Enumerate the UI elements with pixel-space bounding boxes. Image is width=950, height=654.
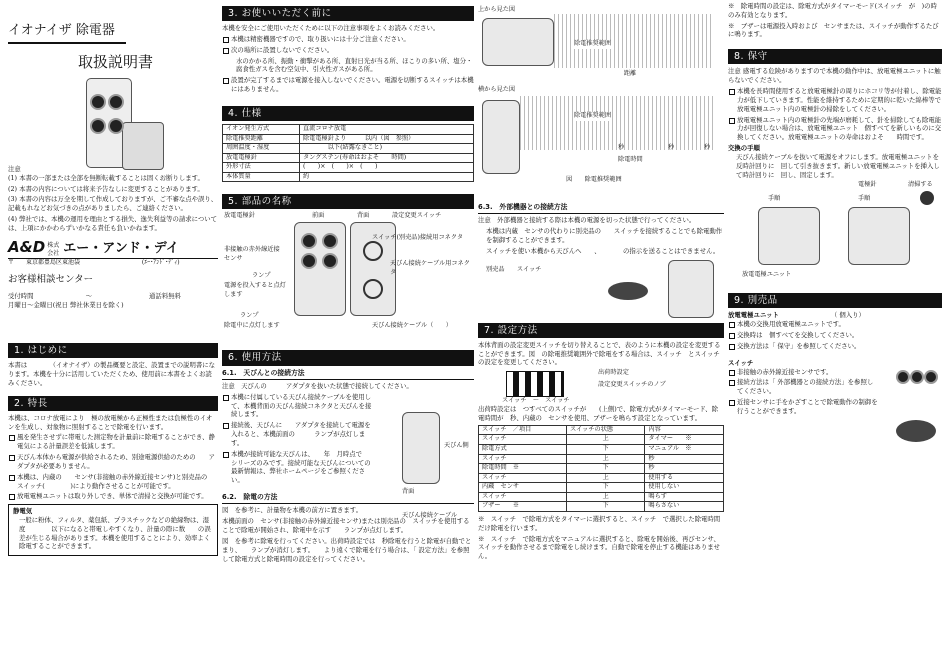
electrode-label: 放電電極針 — [224, 212, 255, 220]
table-row — [479, 435, 724, 445]
table-header: スイッチの状態 — [567, 425, 645, 435]
s3-bullet: 設置が完了するまでは電源を接入しないでください。電源を切断するスイッチは本機にはありません。 — [222, 76, 474, 94]
right-note: ※ ブザーは電源投入時および センサまたは、スイッチが動作するたびに鳴ります。 — [728, 21, 939, 39]
spec-key: 本体質量 — [223, 172, 300, 182]
company-name: エー・アンド・デイ — [63, 240, 179, 256]
manual-title: 取扱説明書 — [78, 52, 154, 71]
table-cell: タイマー ※ — [645, 435, 724, 445]
table-cell: ブザー ※ — [479, 502, 567, 512]
cable-caption: 天びん接続ケーブル — [402, 512, 458, 519]
time-1: 秒 — [618, 144, 625, 151]
table-row — [223, 172, 474, 182]
table-row — [223, 134, 474, 144]
s63-p1: 注意 外部機器と接続する際は本機の電源を切った状態で行ってください。 — [478, 216, 696, 225]
s6-sub2: 6.2. 除電の方法 — [222, 493, 474, 504]
section-5-heading: 5. 部品の名称 — [222, 194, 474, 209]
table-cell: スイッチ — [479, 454, 567, 464]
table-cell: 上 — [567, 473, 645, 483]
static-box — [8, 504, 218, 556]
side-view-label: 横から見た図 — [478, 86, 516, 93]
column-4 — [728, 0, 942, 654]
column-2 — [222, 0, 474, 654]
table-header: スイッチ ／項目 — [479, 425, 567, 435]
range-label-side: 除電推奨範囲 — [574, 112, 612, 119]
s6-p2c: 図 を参考に除電を行ってください。出荷時設定では 秒除電を行うと除電が自動でとまり、 ランプが消灯します。 より遠くで除電を行う場合は、「 設定方法」を参照して除電方式と除電時間の設定を行ってください。 — [222, 536, 472, 563]
spec-value: 約 — [300, 172, 474, 182]
table-row — [479, 502, 724, 512]
s63-sub: 6.3. 外部機器との接続方法 — [478, 203, 724, 214]
section-2-heading: 2. 特長 — [8, 396, 218, 411]
time-2: 秒 — [668, 144, 675, 151]
table-header: 内容 — [645, 425, 724, 435]
support-hours: 受付時間 — [8, 292, 34, 301]
s9-sw-bullet: 非接触の赤外線近接センサです。 — [728, 368, 878, 377]
s7-p2: 出荷時設定は つすべてのスイッチが (上側)で、除電方式がタイマーモード、除電時間が 秒、内蔵の センサを使用、ブザーを鳴らす設定となっています。 — [478, 405, 718, 423]
s3-intro: 本機を安全にご使用いただくために以下の注意事項をよくお読みください。 — [222, 24, 440, 33]
top-view-label: 上から見た図 — [478, 6, 516, 13]
spec-key: 放電電極針 — [223, 153, 300, 163]
table-cell: 上 — [567, 435, 645, 445]
spec-value: 以下(結露なきこと) — [300, 144, 474, 154]
table-cell: 使用しない — [645, 483, 724, 493]
s6-p2a: 図 を参考に、計量物を本機の前方に置きます。 — [222, 506, 363, 515]
company-name-small: 株式会社 — [47, 241, 60, 257]
dip-ship-label: 出荷時設定 — [598, 369, 629, 377]
notice-item: (1) 本書の一部または全部を無断転載することは固くお断りします。 — [8, 173, 204, 182]
front-device — [294, 222, 346, 316]
table-cell: 上 — [567, 454, 645, 464]
switch2-label: スイッチ(別売品)接続用コネクタ — [372, 234, 464, 242]
s2-bullet: 放電電極ユニットは取り外しでき、単体で清掃と交換が可能です。 — [8, 492, 218, 501]
section-9-heading: 9. 別売品 — [728, 293, 942, 308]
time-3: 秒 — [704, 144, 711, 151]
spec-key: 外形寸法 — [223, 163, 300, 173]
table-row — [223, 163, 474, 173]
notice-item: (2) 本書の内容については将来予告なしに変更することがあります。 — [8, 184, 204, 193]
section-4-heading: 4. 仕様 — [222, 106, 474, 121]
back-label: 背面 — [357, 212, 370, 220]
sensor-label: 非接触の赤外線近接センサ — [224, 246, 280, 262]
unit-qty: （ 個入り） — [830, 311, 865, 320]
s2-bullet: 本機は、内蔵の センサ(非接触の赤外線近接センサ)と別売品の スイッチ( )により動作させることが可能です。 — [8, 473, 218, 491]
s6-caution: 注意 天びんの アダプタを抜いた状態で接続してください。 — [222, 381, 413, 390]
s63-p3: スイッチを使い本機から天びんへ 、 の指示を送ることはできません。 — [486, 246, 720, 255]
column-1 — [8, 0, 221, 654]
step2-label: 手順 — [858, 195, 871, 203]
range-label-top: 除電推奨範囲 — [574, 40, 612, 47]
lamp1-desc: 電源を投入すると点灯します — [224, 282, 286, 298]
cable-connector-label: 天びん接続ケーブル用コネクタ — [390, 260, 470, 276]
lamp2-desc: 除電中に点灯します — [224, 322, 280, 330]
back-caption: 背面 — [402, 488, 415, 495]
company-kana: (ｴｰ･ｱﾝﾄﾞ･ﾃﾞｨ) — [141, 259, 180, 267]
section-1-heading: 1. はじめに — [8, 343, 218, 358]
device-illustration — [86, 78, 166, 170]
s63-p2: 本機は内蔵 センサの代わりに別売品の スイッチを接続することでも除電動作を制御することができます。 — [486, 227, 723, 245]
dip-switch-figure — [478, 369, 724, 405]
settings-table — [478, 425, 724, 512]
s9-unit-bullet: 本機の交換用放電電極ユニットです。 — [728, 320, 878, 329]
s7-note: ※ スイッチ で除電方式をマニュアルに選択すると、除電を開始後、再びセンサ、 スイッチを動作させるまで除電をし続けます。自動で除電を停止する機能はありません。 — [478, 534, 724, 561]
balance-connection-image — [382, 412, 472, 522]
s8-bullet: 放電電極ユニット内の電極針の先端が磨耗して、針を掃除しても除電能力が回復しない場合は、放電電極ユニット 個すべてを新しいものに交換してください。放電電極ユニットの寿命はおよそ 時間です。 — [728, 116, 942, 142]
figure-caption: 図 除電推奨範囲 — [566, 176, 622, 183]
table-cell: マニュアル ※ — [645, 445, 724, 455]
notice-block — [8, 165, 218, 310]
company-logo: A&D — [8, 237, 46, 256]
static-title: 静電気 — [13, 507, 33, 516]
s6-bullet: 接続後、天びんに アダプタを接続して電源を入れると、本機前面の ランプが点灯します。 — [222, 421, 372, 447]
distance-label: 距離 — [624, 70, 637, 77]
range-figure — [478, 0, 724, 200]
table-cell: スイッチ — [479, 473, 567, 483]
company-block — [8, 237, 218, 259]
table-cell: 秒 — [645, 454, 724, 464]
unit-title: 放電電極ユニット — [728, 311, 779, 320]
table-cell: スイッチ — [479, 492, 567, 502]
table-cell: 下 — [567, 483, 645, 493]
table-row — [479, 464, 724, 474]
s6-bullet: 本機に付属している天びん接続ケーブルを使用して、本機背面の天びん接続コネクタと天びんを接続します。 — [222, 393, 372, 419]
spec-value: タングステン(寿命はおよそ 時間) — [300, 153, 474, 163]
table-cell: 下 — [567, 464, 645, 474]
dip-knob-label: 設定変更スイッチのノブ — [598, 381, 666, 389]
table-row — [479, 445, 724, 455]
s1-body: 本書は （イオナイザ）の製品概要と設定、設置までの説明書になります。本機を十分に活用していただくため、使用前に本書をよくお読みください。 — [8, 361, 216, 387]
front-label: 前面 — [312, 212, 325, 220]
s2-bullet: 天びん本体から電源が供給されるため、別途電源供給のための アダプタが必要ありません。 — [8, 453, 218, 471]
table-cell: 内蔵 センサ — [479, 483, 567, 493]
s3-bullet: 本機は精密機器ですので、取り扱いには十分ご注意ください。 — [222, 35, 474, 44]
time-label: 除電時間 — [618, 156, 643, 163]
spec-table — [222, 124, 474, 182]
lamp2-label: ランプ — [240, 312, 259, 320]
section-6-heading: 6. 使用方法 — [222, 350, 474, 365]
s8-bullet: 本機を長時間使用すると放電電極針の周りにホコリ等が付着し、除電能力が低下していきます。性能を維持するために定期的に乾いた綿棒等で放電電極ユニット内の電極針の掃除をしてください。 — [728, 87, 942, 113]
product-title: イオナイザ 除電器 — [8, 22, 126, 44]
lamp1-label: ランプ — [252, 272, 271, 280]
support-free: 通話料無料 — [149, 292, 181, 301]
section-3-heading: 3. お使いいただく前に — [222, 6, 474, 21]
table-cell: 除電方式 — [479, 445, 567, 455]
s7-intro: 本体背面の設定変更スイッチを切り替えることで、表のように本機の設定を変更することができます。図 の除電推奨範囲外で除電をする場合は、スイッチ とスイッチ の設定を変更してください。 — [478, 340, 727, 367]
table-row — [479, 454, 724, 464]
table-cell: 上 — [567, 492, 645, 502]
spec-key: 周囲温度・湿度 — [223, 144, 300, 154]
needle-label: 電極針 — [858, 181, 877, 189]
spec-value: 除電電極針より 以内（図 参照） — [300, 134, 474, 144]
s6-sub1: 6.1. 天びんとの接続方法 — [222, 369, 474, 380]
optional-switch-label: 別売品 スイッチ — [486, 265, 542, 273]
s8-caution: 注意 感電する危険がありますので本機の動作中は、放電電極ユニットに触らないでください。 — [728, 67, 941, 85]
table-row — [479, 425, 724, 435]
s9-unit-bullet: 交換時は 個すべてを交換してください。 — [728, 331, 878, 340]
cable-label: 天びん接続ケーブル（ ） — [372, 322, 452, 330]
table-cell: 使用する — [645, 473, 724, 483]
unit-label: 放電電極ユニット — [742, 271, 792, 279]
switch-image — [896, 420, 936, 442]
balance-side-label: 天びん側 — [444, 442, 469, 449]
exchange-title: 交換の手順 — [728, 144, 760, 153]
column-3 — [478, 0, 727, 654]
s9-unit-bullet: 交換方法は「 保守」を参照してください。 — [728, 342, 878, 351]
section-8-heading: 8. 保守 — [728, 49, 942, 64]
s9-sw-bullet: 接続方法は「 外部機器との接続方法」を参照してください。 — [728, 378, 878, 396]
s2-intro: 本機は、コロナ放電により 極の放電極から正極性または負極性のイオンを生成し、対象物に照射することで除電を行います。 — [8, 413, 213, 431]
table-cell: 下 — [567, 502, 645, 512]
table-cell: 下 — [567, 445, 645, 455]
support-tilde: 〜 — [85, 292, 92, 301]
company-address: 東京都豊島区東池袋 — [25, 259, 80, 267]
table-cell: 秒 — [645, 464, 724, 474]
section-7-heading: 7. 設定方法 — [478, 323, 724, 338]
table-row — [223, 144, 474, 154]
clean-label: 清掃する — [908, 181, 933, 189]
table-row — [479, 492, 724, 502]
s3-places: 水のかかる所、振動・衝撃がある所、直射日光が当る所、ほこりの多い所、塩分・腐食性ガスを含む空気中、引火性ガスがある所。 — [236, 56, 473, 74]
unit-image — [896, 370, 942, 394]
address-mark: 〒 — [8, 259, 15, 267]
table-row — [223, 125, 474, 135]
s2-bullet: 風を発生させずに帯電した測定物を計量前に除電することができ、静電気による計量誤差を低減します。 — [8, 433, 218, 451]
s9-sw-bullet: 近接センサに手をかざすことで除電動作の制御を行うことができます。 — [728, 398, 878, 416]
step1-label: 手順 — [768, 195, 781, 203]
notice-item: (4) 弊社では、本機の運用を理由とする損失、逸失利益等の請求については、上項にかかわらずいかなる責任も負いかねます。 — [8, 215, 218, 232]
exchange-illustration — [728, 181, 942, 285]
table-cell: スイッチ — [479, 435, 567, 445]
notice-item: (3) 本書の内容は万全を期して作成しておりますが、ご不審な点や誤り、記載もれなどお気づきの点がありましたら、ご連絡ください。 — [8, 195, 218, 213]
static-body: 一般に粉体、フィルタ、薬包紙、プラスチックなどの絶縁物は、湿度 以下になると帯電しやすくなり、計量の際に数 の誤差が生じる場合があります。本機を使用することにより、効率よく除電することができます。 — [19, 515, 211, 551]
spec-value: 直流コロナ放電 — [300, 125, 474, 135]
s6-p2b: 本機前面の センサ(非接触の赤外線近接センサ)または別売品の スイッチを使用することで除電が開始され、除電中を示す ランプが点灯します。 — [222, 517, 470, 535]
spec-value: ( )× ( )× ( ) — [300, 163, 474, 173]
notice-head: 注意 — [8, 165, 21, 173]
parts-diagram — [222, 212, 474, 347]
sw-title: スイッチ — [728, 358, 754, 367]
table-cell: 鳴らさない — [645, 502, 724, 512]
s7-note: ※ スイッチ で除電方式をタイマーに選択すると、スイッチ で選択した除電時間だけ除電を行います。 — [478, 514, 721, 532]
s3-bullet: 次の場所に設置しないでください。 — [222, 46, 474, 55]
table-row — [223, 153, 474, 163]
switch-connection-image — [478, 258, 724, 320]
exchange-body: 天びん接続ケーブルを抜いて電源をオフにします。放電電極ユニットを反時計回りに 回して引き抜きます。新しい放電電極ユニットを挿入して時計回りに 回し、固定します。 — [736, 152, 940, 179]
switch-label: 設定変更スイッチ — [392, 212, 442, 220]
support-title: お客様相談センター — [8, 274, 94, 286]
spec-key: 除電推奨距離 — [223, 134, 300, 144]
table-row — [479, 473, 724, 483]
s6-bullet: 本機が接続可能な天びんは、 年 月時点で シリーズのみです。接続可能な天びんについての最新情報は、弊社ホームページをご参照ください。 — [222, 450, 372, 485]
right-note: ※ 除電時間の設定は、除電方式がタイマーモード(スイッチ が )の時のみ有効となります。 — [728, 2, 937, 19]
dip-switch-label: スイッチ 〜 スイッチ — [502, 397, 570, 405]
support-days: 月曜日〜金曜日(祝日 弊社休業日を除く) — [8, 301, 124, 310]
table-cell: 除電時間 ※ — [479, 464, 567, 474]
spec-key: イオン発生方式 — [223, 125, 300, 135]
table-row — [479, 483, 724, 493]
table-cell: 鳴らす — [645, 492, 724, 502]
